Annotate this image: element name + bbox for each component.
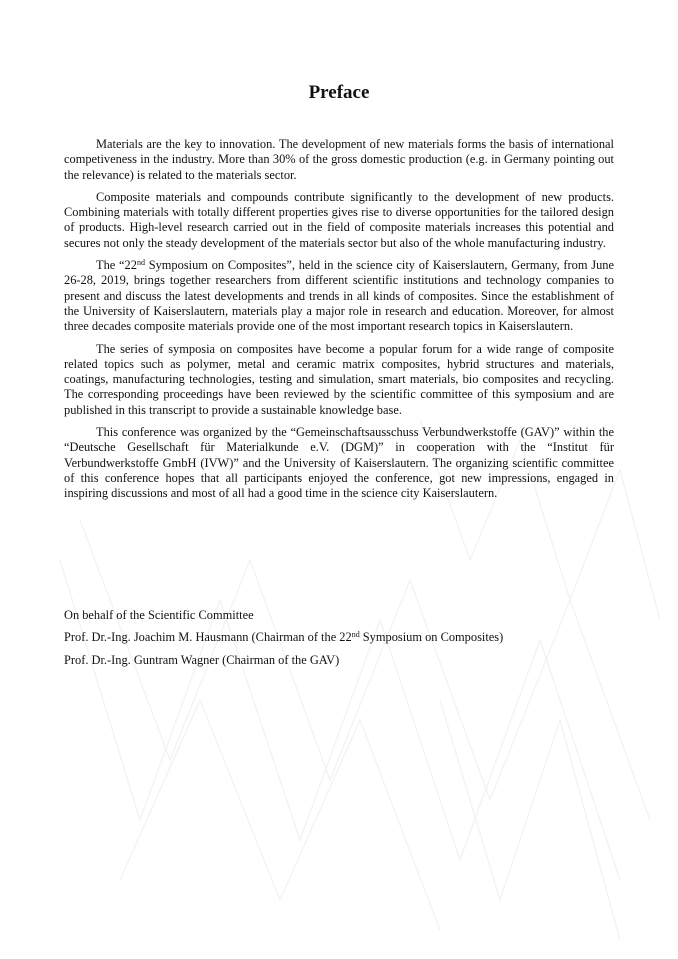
paragraph-3-rest: Symposium on Composites”, held in the science city of Kaiserslautern, Germany, from June 26-28, 2019, brings together researchers from different scientific institutions and technology companies to present and discuss the latest developments and trends in all kinds of composites. Since the establishment of the University of Kaiserslautern, materials play a major role in research and education. Moreover, for almost three decades composite materials provide one of the most important research topics in Kaiserslautern. bbox=[64, 258, 614, 334]
paragraph-5: This conference was organized by the “Gemeinschaftsausschuss Verbundwerkstoffe (GAV)” within the “Deutsche Gesellschaft für Materialkunde e.V. (DGM)” in cooperation with the “Institut für Verbundwerkstoffe GmbH (IVW)” and the University of Kaiserslautern. The organizing scientific committee of this conference hopes that all participants enjoyed the conference, got new impressions, engaged in inspiring discussions and most of all had a good time in the science city Kaiserslautern. bbox=[64, 425, 614, 501]
signature-hausmann-rest: Symposium on Composites) bbox=[359, 630, 504, 645]
preface-body bbox=[64, 137, 614, 509]
signature-ordinal-suffix: nd bbox=[351, 630, 360, 640]
ordinal-suffix: nd bbox=[136, 258, 145, 268]
paragraph-4: The series of symposia on composites have become a popular forum for a wide range of composite related topics such as polymer, metal and ceramic matrix composites, hybrid structures and materials, coatings, manufacturing technologies, testing and simulation, smart materials, bio composites and recycling. The corresponding proceedings have been reviewed by the scientific committee of this symposium and are published in this transcript to provide a sustainable knowledge base. bbox=[64, 341, 614, 417]
signature-block bbox=[64, 608, 624, 675]
signature-committee-line: On behalf of the Scientific Committee bbox=[64, 608, 254, 622]
paragraph-3 bbox=[64, 258, 614, 334]
paragraph-2: Composite materials and compounds contribute significantly to the development of new products. Combining materials with totally different properties gives rise to diverse opportunities for the tailored design of products. High-level research carried out in the field of composite materials increases this potential and secures not only the steady development of the materials sector but also of the whole manufacturing industry. bbox=[64, 189, 614, 250]
page-title: Preface bbox=[308, 82, 370, 103]
signature-hausmann-start: Prof. Dr.-Ing. Joachim M. Hausmann (Chairman of the 22 bbox=[64, 630, 352, 645]
paragraph-3-start: The “22 bbox=[96, 258, 137, 273]
paragraph-1: Materials are the key to innovation. The development of new materials forms the basis of international competiveness in the industry. More than 30% of the gross domestic production (e.g. in Germany pointing out the relevance) is related to the materials sector. bbox=[64, 137, 614, 182]
signature-chairman-wagner: Prof. Dr.-Ing. Guntram Wagner (Chairman of the GAV) bbox=[64, 652, 340, 667]
signature-chairman-hausmann bbox=[64, 630, 624, 645]
